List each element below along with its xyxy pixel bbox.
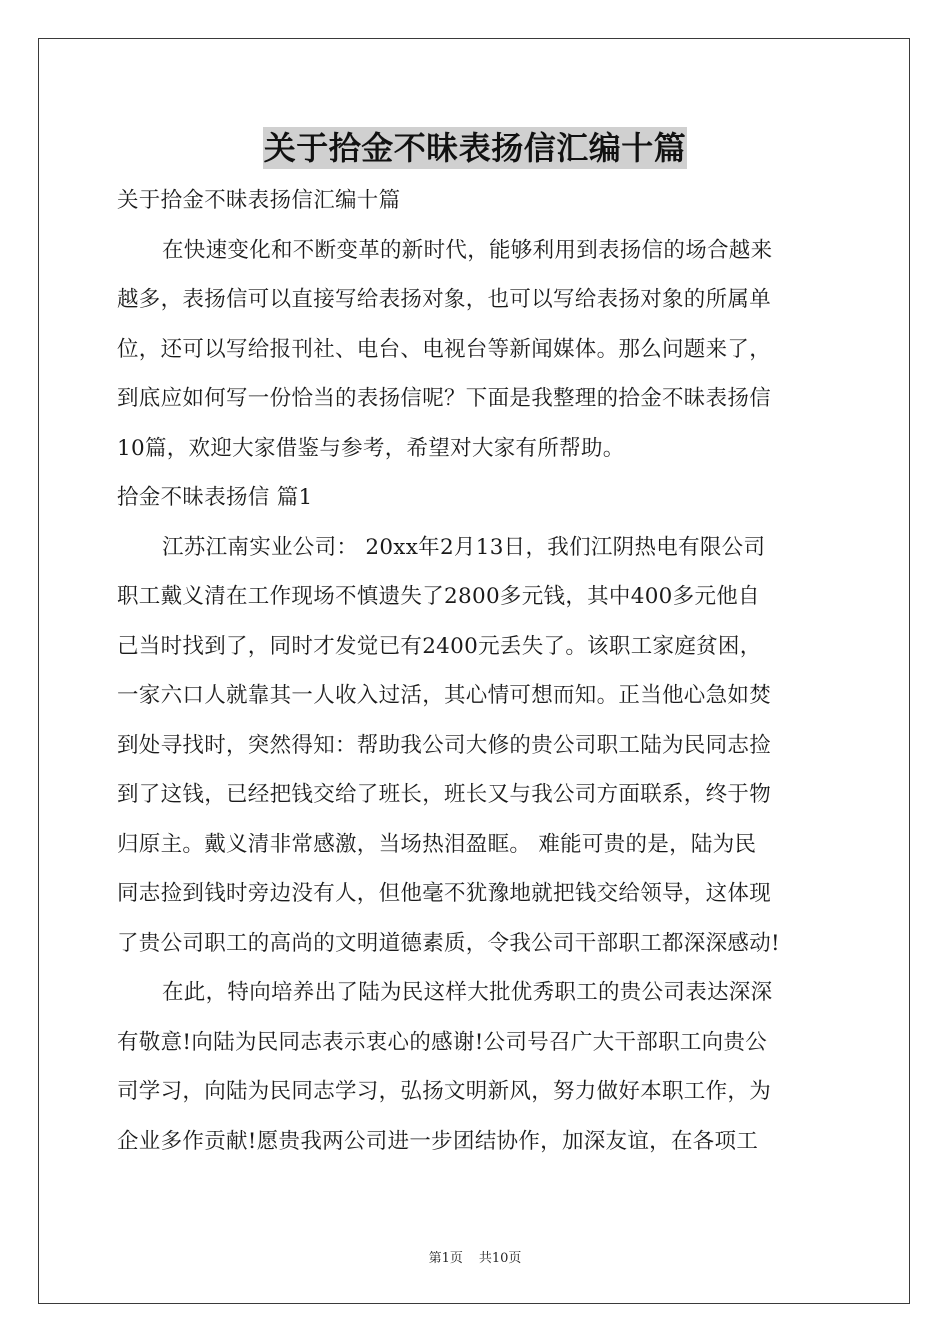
title-area: [0, 127, 950, 169]
text-line: 了贵公司职工的高尚的文明道德素质，令我公司干部职工都深深感动!: [117, 930, 780, 956]
page-number: 第1页: [428, 1251, 463, 1266]
text-line: 越多，表扬信可以直接写给表扬对象，也可以写给表扬对象的所属单: [117, 287, 772, 312]
text-line: 拾金不昧表扬信 篇1: [117, 485, 313, 510]
text-line: 位，还可以写给报刊社、电台、电视台等新闻媒体。那么问题来了，: [117, 336, 772, 362]
text-line: 到处寻找时，突然得知：帮助我公司大修的贵公司职工陆为民同志捡: [117, 732, 772, 758]
page-footer: [0, 1247, 950, 1266]
text-line: 在此，特向培养出了陆为民这样大批优秀职工的贵公司表达深深: [162, 980, 773, 1005]
text-line: 己当时找到了，同时才发觉已有2400元丢失了。该职工家庭贫困，: [117, 633, 762, 659]
text-line: 一家六口人就靠其一人收入过活，其心情可想而知。正当他心急如焚: [117, 683, 772, 708]
text-line: 企业多作贡献!愿贵我两公司进一步团结协作，加深友谊，在各项工: [117, 1128, 759, 1154]
text-line: 司学习，向陆为民同志学习，弘扬文明新风，努力做好本职工作，为: [117, 1079, 772, 1104]
document-body: [117, 176, 832, 1166]
page-total: 共10页: [478, 1251, 522, 1266]
text-line: 在快速变化和不断变革的新时代，能够利用到表扬信的场合越来: [162, 237, 773, 263]
text-line: 到了这钱，已经把钱交给了班长，班长又与我公司方面联系，终于物: [117, 782, 772, 807]
text-line: 10篇，欢迎大家借鉴与参考，希望对大家有所帮助。: [117, 435, 625, 461]
document-title: 关于拾金不昧表扬信汇编十篇: [263, 129, 687, 167]
text-line: 同志捡到钱时旁边没有人，但他毫不犹豫地就把钱交给领导，这体现: [117, 881, 772, 906]
text-line: 关于拾金不昧表扬信汇编十篇: [117, 188, 401, 213]
text-line: 职工戴义清在工作现场不慎遗失了2800多元钱，其中400多元他自: [117, 584, 760, 609]
text-line: 江苏江南实业公司： 20xx年2月13日，我们江阴热电有限公司: [162, 534, 766, 560]
text-line: 归原主。戴义清非常感激，当场热泪盈眶。 难能可贵的是，陆为民: [117, 831, 757, 857]
text-line: 有敬意!向陆为民同志表示衷心的感谢!公司号召广大干部职工向贵公: [117, 1029, 768, 1055]
text-line: 到底应如何写一份恰当的表扬信呢？下面是我整理的拾金不昧表扬信: [117, 386, 772, 411]
